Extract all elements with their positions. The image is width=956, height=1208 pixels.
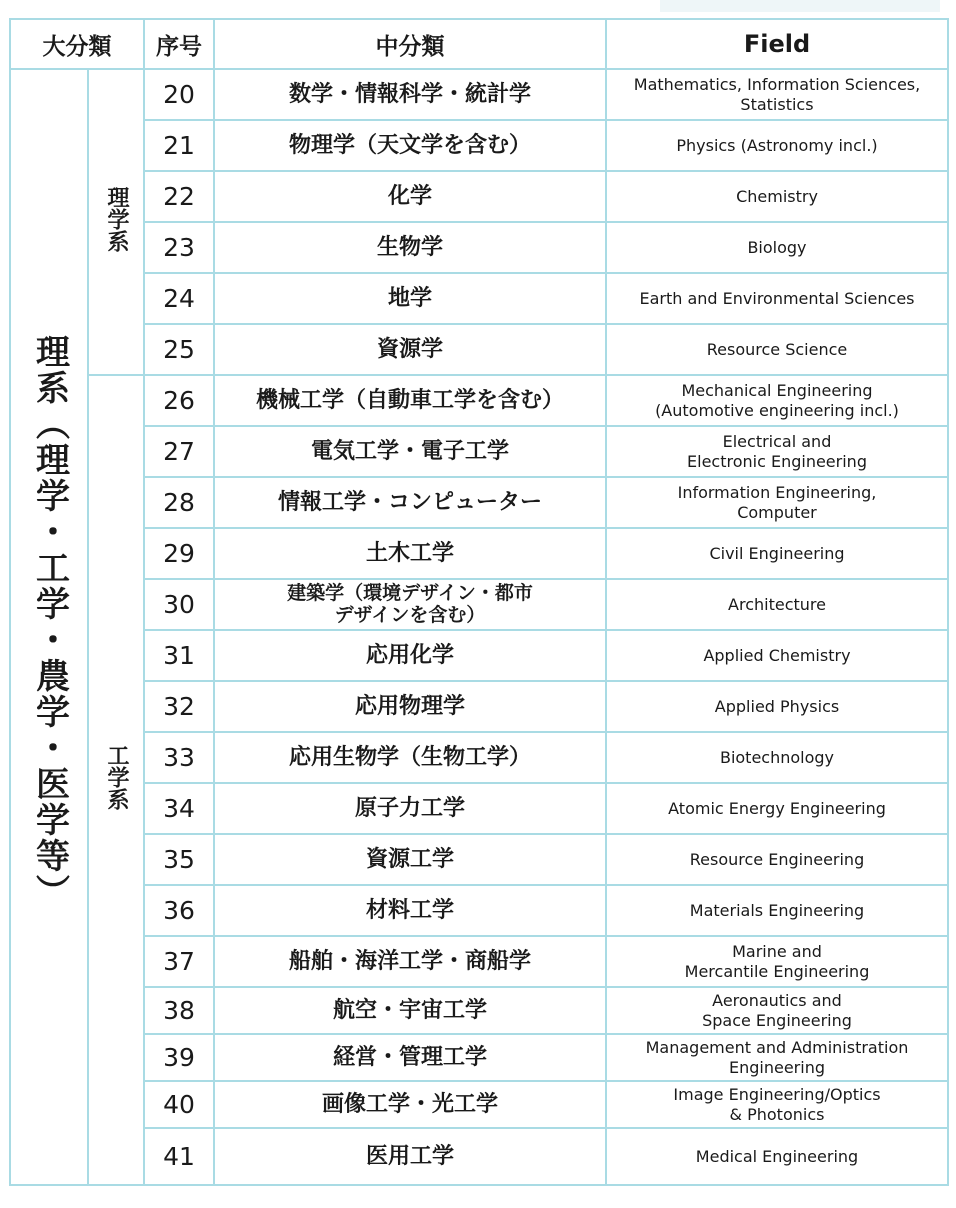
middle-category: 原子力工学 xyxy=(214,783,606,834)
row-number: 36 xyxy=(144,885,214,936)
row-number: 34 xyxy=(144,783,214,834)
row-number: 23 xyxy=(144,222,214,273)
middle-category: 資源工学 xyxy=(214,834,606,885)
field-name: Physics (Astronomy incl.) xyxy=(606,120,948,171)
middle-category: 数学・情報科学・統計学 xyxy=(214,69,606,120)
middle-category: 画像工学・光工学 xyxy=(214,1081,606,1128)
row-number: 25 xyxy=(144,324,214,375)
header-major: 大分類 xyxy=(10,19,144,69)
field-name: Mathematics, Information Sciences, Statistics xyxy=(606,69,948,120)
header-middle: 中分類 xyxy=(214,19,606,69)
table-row xyxy=(10,681,948,732)
table-row xyxy=(10,579,948,630)
middle-category: 医用工学 xyxy=(214,1128,606,1185)
middle-category: 物理学（天文学を含む） xyxy=(214,120,606,171)
major-category-label: 理系（理学・工学・農学・医学等） xyxy=(29,334,70,911)
field-name: Mechanical Engineering (Automotive engineering incl.) xyxy=(606,375,948,426)
table-row xyxy=(10,171,948,222)
field-name: Atomic Energy Engineering xyxy=(606,783,948,834)
row-number: 33 xyxy=(144,732,214,783)
middle-category: 機械工学（自動車工学を含む） xyxy=(214,375,606,426)
field-name: Chemistry xyxy=(606,171,948,222)
middle-category: 船舶・海洋工学・商船学 xyxy=(214,936,606,987)
field-name: Management and Administration Engineering xyxy=(606,1034,948,1081)
table-row xyxy=(10,273,948,324)
row-number: 27 xyxy=(144,426,214,477)
middle-category: 土木工学 xyxy=(214,528,606,579)
row-number: 32 xyxy=(144,681,214,732)
major-category-cell xyxy=(10,69,88,1185)
field-name: Architecture xyxy=(606,579,948,630)
table-row xyxy=(10,528,948,579)
middle-category: 応用物理学 xyxy=(214,681,606,732)
row-number: 38 xyxy=(144,987,214,1034)
row-number: 37 xyxy=(144,936,214,987)
table-row xyxy=(10,987,948,1034)
field-classification-table xyxy=(9,18,949,1186)
table-row xyxy=(10,375,948,426)
table-row xyxy=(10,69,948,120)
row-number: 40 xyxy=(144,1081,214,1128)
middle-category: 建築学（環境デザイン・都市 デザインを含む） xyxy=(214,579,606,630)
row-number: 21 xyxy=(144,120,214,171)
row-number: 35 xyxy=(144,834,214,885)
field-name: Marine and Mercantile Engineering xyxy=(606,936,948,987)
table-row xyxy=(10,1128,948,1185)
row-number: 24 xyxy=(144,273,214,324)
row-number: 39 xyxy=(144,1034,214,1081)
row-number: 29 xyxy=(144,528,214,579)
row-number: 41 xyxy=(144,1128,214,1185)
field-name: Resource Engineering xyxy=(606,834,948,885)
field-name: Materials Engineering xyxy=(606,885,948,936)
middle-category: 化学 xyxy=(214,171,606,222)
middle-category: 応用生物学（生物工学） xyxy=(214,732,606,783)
table-row xyxy=(10,630,948,681)
table-row xyxy=(10,1034,948,1081)
table-row xyxy=(10,834,948,885)
table-row xyxy=(10,732,948,783)
field-name: Earth and Environmental Sciences xyxy=(606,273,948,324)
field-name: Information Engineering, Computer xyxy=(606,477,948,528)
table-row xyxy=(10,477,948,528)
field-name: Civil Engineering xyxy=(606,528,948,579)
row-number: 28 xyxy=(144,477,214,528)
row-number: 22 xyxy=(144,171,214,222)
middle-category: 地学 xyxy=(214,273,606,324)
group-engineering-label: 工学系 xyxy=(104,744,129,810)
middle-category: 材料工学 xyxy=(214,885,606,936)
table-header-row xyxy=(10,19,948,69)
field-name: Resource Science xyxy=(606,324,948,375)
table-row xyxy=(10,426,948,477)
group-engineering-cell xyxy=(88,375,144,1185)
group-science-label: 理学系 xyxy=(104,186,129,252)
table-row xyxy=(10,885,948,936)
middle-category: 生物学 xyxy=(214,222,606,273)
row-number: 30 xyxy=(144,579,214,630)
top-shade xyxy=(660,0,940,12)
field-name: Electrical and Electronic Engineering xyxy=(606,426,948,477)
middle-category: 情報工学・コンピューター xyxy=(214,477,606,528)
field-name: Aeronautics and Space Engineering xyxy=(606,987,948,1034)
row-number: 26 xyxy=(144,375,214,426)
header-field: Field xyxy=(606,19,948,69)
header-no: 序号 xyxy=(144,19,214,69)
middle-category: 電気工学・電子工学 xyxy=(214,426,606,477)
field-name: Image Engineering/Optics & Photonics xyxy=(606,1081,948,1128)
table-row xyxy=(10,783,948,834)
field-name: Medical Engineering xyxy=(606,1128,948,1185)
row-number: 20 xyxy=(144,69,214,120)
row-number: 31 xyxy=(144,630,214,681)
field-name: Biotechnology xyxy=(606,732,948,783)
middle-category: 航空・宇宙工学 xyxy=(214,987,606,1034)
middle-category: 資源学 xyxy=(214,324,606,375)
table-row xyxy=(10,936,948,987)
middle-category: 応用化学 xyxy=(214,630,606,681)
table-row xyxy=(10,120,948,171)
group-science-cell xyxy=(88,69,144,375)
field-name: Biology xyxy=(606,222,948,273)
table-row xyxy=(10,1081,948,1128)
middle-category: 経営・管理工学 xyxy=(214,1034,606,1081)
table-row xyxy=(10,222,948,273)
field-name: Applied Chemistry xyxy=(606,630,948,681)
field-name: Applied Physics xyxy=(606,681,948,732)
table-row xyxy=(10,324,948,375)
